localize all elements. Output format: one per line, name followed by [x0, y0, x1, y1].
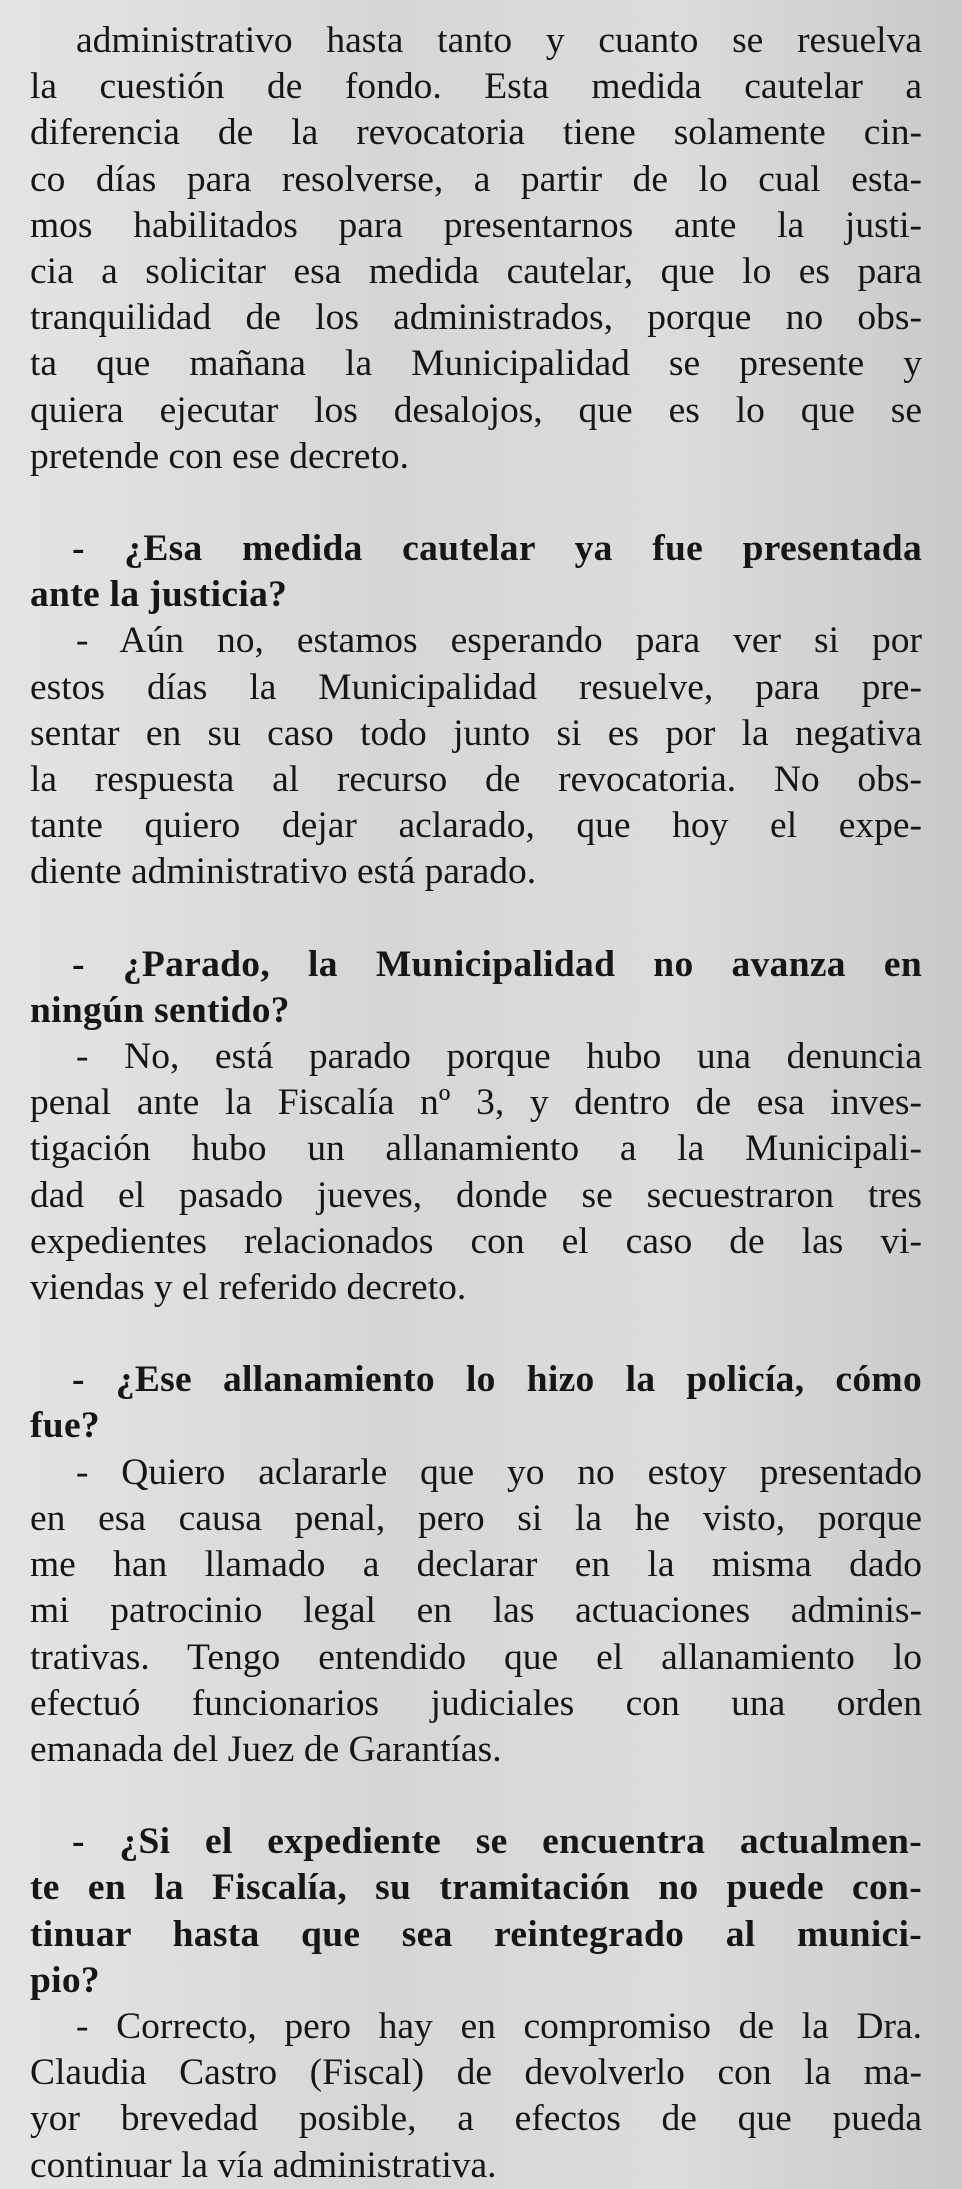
interview-answer-4 — [30, 1450, 922, 1773]
text-line: la respuesta al recurso de revocatoria. No obs- — [30, 759, 922, 801]
text-line: diferencia de la revocatoria tiene solamente cin- — [30, 112, 922, 154]
text-line: ningún sentido? — [30, 989, 290, 1031]
text-line: - ¿Si el expediente se encuentra actualmen- — [72, 1821, 922, 1863]
text-line: viendas y el referido decreto. — [30, 1267, 467, 1309]
text-line: mos habilitados para presentarnos ante la justi- — [30, 204, 922, 246]
text-line: - ¿Parado, la Municipalidad no avanza en — [72, 943, 922, 985]
text-line: la cuestión de fondo. Esta medida cautelar a — [30, 66, 922, 108]
text-line: expedientes relacionados con el caso de las vi- — [30, 1220, 922, 1262]
text-line: diente administrativo está parado. — [30, 851, 537, 893]
text-line: - ¿Ese allanamiento lo hizo la policía, cómo — [72, 1359, 922, 1401]
text-line: quiera ejecutar los desalojos, que es lo que se — [30, 389, 922, 431]
text-line: tranquilidad de los administrados, porque no obs- — [30, 297, 922, 339]
text-line: ta que mañana la Municipalidad se presente y — [30, 343, 922, 385]
text-line: te en la Fiscalía, su tramitación no puede con- — [30, 1867, 922, 1909]
text-line: pio? — [30, 1959, 100, 2001]
text-line: - Quiero aclararle que yo no estoy presentado — [76, 1451, 922, 1493]
text-line: mi patrocinio legal en las actuaciones adminis- — [30, 1590, 922, 1632]
interview-question-2 — [30, 942, 922, 1034]
text-line: fue? — [30, 1405, 100, 1447]
text-line: continuar la vía administrativa. — [30, 2144, 497, 2186]
text-line: ante la justicia? — [30, 574, 288, 616]
text-line: administrativo hasta tanto y cuanto se resuelva — [76, 20, 922, 61]
text-line: tigación hubo un allanamiento a la Municipali- — [30, 1128, 922, 1170]
text-line: co días para resolverse, a partir de lo cual esta- — [30, 158, 922, 200]
interview-article — [30, 18, 922, 2189]
text-line: emanada del Juez de Garantías. — [30, 1728, 502, 1770]
text-line: - No, está parado porque hubo una denuncia — [76, 1036, 922, 1078]
text-line: dad el pasado jueves, donde se secuestraron tres — [30, 1174, 922, 1216]
text-line: en esa causa penal, pero si la he visto, porque — [30, 1497, 922, 1539]
interview-answer-1 — [30, 18, 922, 480]
text-line: cia a solicitar esa medida cautelar, que lo es para — [30, 251, 922, 293]
interview-question-4 — [30, 1819, 922, 2004]
text-line: estos días la Municipalidad resuelve, para pre- — [30, 666, 922, 708]
text-line: - Correcto, pero hay en compromiso de la Dra. — [76, 2005, 922, 2047]
text-line: efectuó funcionarios judiciales con una orden — [30, 1682, 922, 1724]
text-line: tante quiero dejar aclarado, que hoy el expe- — [30, 805, 922, 847]
paragraph-gap — [30, 1311, 922, 1357]
text-line: trativas. Tengo entendido que el allanamiento lo — [30, 1636, 922, 1678]
text-line: - Aún no, estamos esperando para ver si por — [76, 620, 922, 662]
interview-answer-3 — [30, 1034, 922, 1311]
text-line: Claudia Castro (Fiscal) de devolverlo con la ma- — [30, 2052, 922, 2094]
text-line: pretende con ese decreto. — [30, 435, 409, 477]
paragraph-gap — [30, 896, 922, 942]
interview-answer-2 — [30, 618, 922, 895]
text-line: me han llamado a declarar en la misma dado — [30, 1544, 922, 1586]
interview-question-3 — [30, 1357, 922, 1449]
text-line: sentar en su caso todo junto si es por la negativa — [30, 712, 922, 754]
interview-question-1 — [30, 526, 922, 618]
paragraph-gap — [30, 1773, 922, 1819]
interview-answer-5 — [30, 2004, 922, 2189]
text-line: - ¿Esa medida cautelar ya fue presentada — [72, 528, 922, 570]
text-line: tinuar hasta que sea reintegrado al munici- — [30, 1913, 922, 1955]
text-line: yor brevedad posible, a efectos de que pueda — [30, 2098, 922, 2140]
text-line: penal ante la Fiscalía nº 3, y dentro de esa inves- — [30, 1082, 922, 1124]
paragraph-gap — [30, 480, 922, 526]
